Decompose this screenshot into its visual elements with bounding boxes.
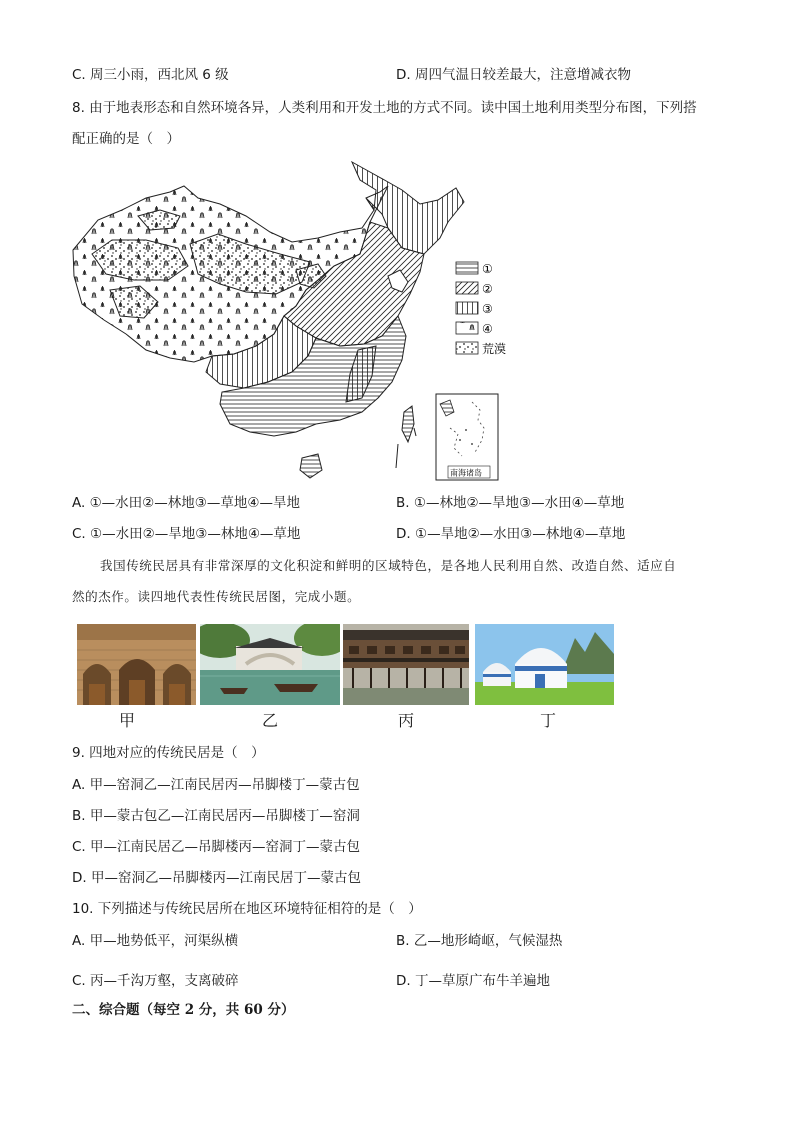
photo-label-jia: 甲 bbox=[119, 711, 136, 730]
q9-stem: 9. 四地对应的传统民居是（ ） bbox=[72, 745, 265, 761]
q7-option-c: C. 周三小雨，西北风 6 级 bbox=[72, 67, 229, 83]
q8-option-c: C. ①—水田②—旱地③—林地④—草地 bbox=[72, 526, 301, 542]
q10-option-c: C. 丙—千沟万壑，支离破碎 bbox=[72, 973, 239, 989]
map-legend bbox=[456, 262, 506, 356]
q8-option-a: A. ①—水田②—林地③—草地④—旱地 bbox=[72, 495, 300, 511]
q8-stem-line2: 配正确的是（ ） bbox=[72, 131, 180, 147]
photo-jiangnan-water-town bbox=[200, 624, 340, 705]
q8-stem-line1: 8. 由于地表形态和自然环境各异，人类利用和开发土地的方式不同。读中国土地利用类型分布图，下列搭 bbox=[72, 100, 697, 116]
q9-option-c: C. 甲—江南民居乙—吊脚楼丙—窑洞丁—蒙古包 bbox=[72, 839, 361, 855]
q8-option-b: B. ①—林地②—旱地③—水田④—草地 bbox=[396, 495, 625, 511]
photo-label-bing: 丙 bbox=[398, 711, 415, 730]
q10-stem: 10. 下列描述与传统民居所在地区环境特征相符的是（ ） bbox=[72, 901, 422, 917]
photo-stilted-houses bbox=[343, 624, 469, 705]
photo-yurts bbox=[475, 624, 614, 705]
intro-line2: 然的杰作。读四地代表性传统民居图，完成小题。 bbox=[72, 589, 361, 604]
q8-option-d: D. ①—旱地②—水田③—林地④—草地 bbox=[396, 526, 626, 542]
legend-2: ② bbox=[482, 282, 493, 296]
q9-option-b: B. 甲—蒙古包乙—江南民居丙—吊脚楼丁—窑洞 bbox=[72, 808, 360, 824]
legend-desert: 荒漠 bbox=[482, 342, 507, 356]
photo-label-ding: 丁 bbox=[540, 711, 557, 730]
q10-option-b: B. 乙—地形崎岖，气候湿热 bbox=[396, 933, 563, 949]
q9-option-a: A. 甲—窑洞乙—江南民居丙—吊脚楼丁—蒙古包 bbox=[72, 777, 360, 793]
china-land-use-map bbox=[70, 158, 510, 490]
south-china-sea-inset bbox=[436, 394, 498, 480]
q9-option-d: D. 甲—窑洞乙—吊脚楼丙—江南民居丁—蒙古包 bbox=[72, 870, 361, 886]
q10-option-d: D. 丁—草原广布牛羊遍地 bbox=[396, 973, 550, 989]
section2-heading: 二、综合题（每空 2 分，共 60 分） bbox=[72, 1002, 295, 1018]
legend-4: ④ bbox=[482, 322, 493, 336]
inset-label: 南海诸岛 bbox=[450, 468, 482, 478]
legend-3: ③ bbox=[482, 302, 493, 316]
q7-option-d: D. 周四气温日较差最大，注意增减衣物 bbox=[396, 67, 631, 83]
photo-label-yi: 乙 bbox=[262, 711, 279, 730]
legend-1: ① bbox=[482, 262, 493, 276]
intro-line1: 我国传统民居具有非常深厚的文化积淀和鲜明的区域特色，是各地人民利用自然、改造自然、适应自 bbox=[100, 558, 677, 573]
photo-cave-dwelling bbox=[77, 624, 196, 705]
q10-option-a: A. 甲—地势低平，河渠纵横 bbox=[72, 933, 239, 949]
